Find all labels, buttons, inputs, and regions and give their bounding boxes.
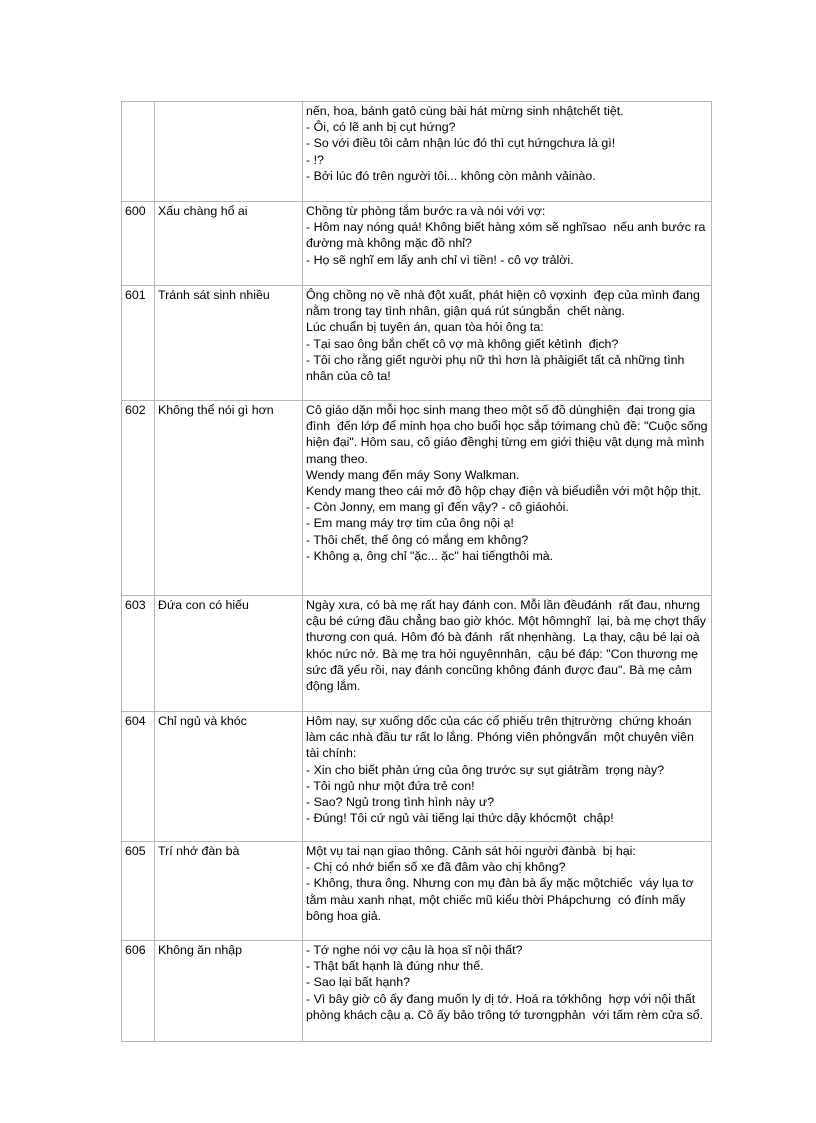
joke-line: Chồng từ phòng tắm bước ra và nói với vợ: xyxy=(306,204,546,218)
table-row xyxy=(122,712,712,842)
table-row xyxy=(122,596,712,712)
joke-body xyxy=(303,596,712,712)
joke-line: Kendy mang theo cái mở đồ hộp chạy điện và biểudiễn với một hộp thịt. xyxy=(306,484,702,499)
joke-body xyxy=(303,202,712,286)
table-row xyxy=(122,102,712,202)
joke-line: Ngày xưa, có bà mẹ rất hay đánh con. Mỗi lần đềuđánh rất đau, nhưng cậu bé cứng đầu chẳng bao giờ khóc. Một hômnghĩ lại, bà mẹ chợt thấy thương con quá. Hôm đó bà đánh rất nhẹnhàng. Lạ thay, cậu bé lại oà khóc nức nở. Bà mẹ tra hỏi nguyênnhân, cậu bé đáp: "Con thương mẹ sức đã yếu rồi, nay đánh concũng không đánh được đau". Bà mẹ cảm động lắm. xyxy=(306,598,710,694)
joke-line: Ông chồng nọ về nhà đột xuất, phát hiện cô vợxinh đẹp của mình đang nằm trong tay tình nhân, giận quá rút súngbắn chết nàng. xyxy=(306,288,704,319)
table-row xyxy=(122,202,712,286)
joke-line: Hôm nay, sự xuống dốc của các cổ phiếu trên thịtrường chứng khoán làm các nhà đầu tư rất lo lắng. Phóng viên phỏngvấn một chuyên viên tài chính: xyxy=(306,714,701,761)
joke-number: 606 xyxy=(122,941,155,1042)
joke-number: 603 xyxy=(122,596,155,712)
joke-line: - Bởi lúc đó trên người tôi... không còn mảnh vảinào. xyxy=(306,168,596,183)
joke-line: - Chị có nhớ biển số xe đã đâm vào chị không? xyxy=(306,860,566,875)
table-row xyxy=(122,941,712,1042)
joke-line: - Hôm nay nóng quá! Không biết hàng xóm sẽ nghĩsao nếu anh bước ra đường mà không mặc đồ nhỉ? xyxy=(306,220,709,251)
joke-line: Wendy mang đến máy Sony Walkman. xyxy=(306,467,520,482)
joke-line: - Thật bất hạnh là đúng như thế. xyxy=(306,959,484,974)
joke-number: 605 xyxy=(122,842,155,941)
joke-line: - Tôi cho rằng giết người phụ nữ thì hơn là phảigiết tất cả những tình nhân của cô ta! xyxy=(306,352,688,384)
joke-line: - So với điều tôi cảm nhận lúc đó thì cụt hứngchưa là gì! xyxy=(306,136,616,151)
table-row xyxy=(122,401,712,596)
joke-line: - Không, thưa ông. Nhưng con mụ đàn bà ấy mặc mộtchiếc váy lụa tơ tằm màu xanh nhạt, một chiếc mũ kiểu thời Phápchưng có đính mấy bông hoa giả. xyxy=(306,876,698,923)
joke-line: - Họ sẽ nghĩ em lấy anh chỉ vì tiền! - cô vợ trảlời. xyxy=(306,252,574,267)
joke-line: - !? xyxy=(306,152,324,167)
joke-title: Không thể nói gì hơn xyxy=(155,401,303,596)
joke-title: Chỉ ngủ và khóc xyxy=(155,712,303,842)
joke-body xyxy=(303,941,712,1042)
joke-title xyxy=(155,102,303,202)
table-row xyxy=(122,286,712,401)
jokes-table-body xyxy=(122,102,712,1042)
joke-number: 601 xyxy=(122,286,155,401)
joke-title: Xấu chàng hổ ai xyxy=(155,202,303,286)
joke-line: - Em mang máy trợ tim của ông nội ạ! xyxy=(306,516,514,531)
joke-line: Lúc chuẩn bị tuyên án, quan tòa hỏi ông ta: xyxy=(306,320,544,335)
joke-line: - Tớ nghe nói vợ cậu là họa sĩ nội thất? xyxy=(306,943,523,957)
joke-line: - Vì bây giờ cô ấy đang muốn ly dị tớ. Hoá ra tớkhông hợp với nội thất phòng khách cậu ạ. Cô ấy bảo trông tớ tươngphản với tấm rèm cửa sổ. xyxy=(306,991,704,1022)
joke-title: Trí nhớ đàn bà xyxy=(155,842,303,941)
joke-title: Tránh sát sinh nhiều xyxy=(155,286,303,401)
joke-number: 602 xyxy=(122,401,155,596)
jokes-table xyxy=(121,101,712,1042)
joke-number: 600 xyxy=(122,202,155,286)
joke-line: - Ôi, có lẽ anh bị cụt hứng? xyxy=(306,120,456,135)
joke-line: - Tôi ngủ như một đứa trẻ con! xyxy=(306,778,475,793)
joke-line: - Sao? Ngủ trong tình hình này ư? xyxy=(306,795,495,810)
table-row xyxy=(122,842,712,941)
joke-line: - Thôi chết, thế ông có mắng em không? xyxy=(306,532,529,547)
joke-line: nến, hoa, bánh gatô cùng bài hát mừng sinh nhậtchết tiệt. xyxy=(306,104,624,118)
joke-line: - Đúng! Tôi cứ ngủ vài tiếng lại thức dậy khócmột chập! xyxy=(306,811,614,826)
joke-line: Một vụ tai nạn giao thông. Cảnh sát hỏi người đànbà bị hại: xyxy=(306,844,636,858)
joke-line: - Sao lại bất hạnh? xyxy=(306,975,411,990)
joke-line: - Không ạ, ông chỉ "ặc... ặc" hai tiếngthôi mà. xyxy=(306,548,554,563)
joke-title: Không ăn nhập xyxy=(155,941,303,1042)
joke-line: Cô giáo dặn mỗi học sinh mang theo một số đồ dùnghiện đại trong gia đình đến lớp để minh họa cho buổi học sắp tớimang chủ đề: "Cuộc sống hiện đại". Hôm sau, cô giáo đềnghị từng em giới thiệu vật dụng mà mình mang theo. xyxy=(306,403,712,466)
joke-number: 604 xyxy=(122,712,155,842)
joke-number xyxy=(122,102,155,202)
joke-line: - Xin cho biết phản ứng của ông trước sự sụt giátrầm trọng này? xyxy=(306,762,665,777)
joke-body xyxy=(303,286,712,401)
joke-title: Đứa con có hiếu xyxy=(155,596,303,712)
joke-line: - Tại sao ông bắn chết cô vợ mà không giết kẻtình địch? xyxy=(306,336,619,351)
joke-line: - Còn Jonny, em mang gì đến vậy? - cô giáohỏi. xyxy=(306,500,569,515)
joke-body xyxy=(303,712,712,842)
joke-body xyxy=(303,842,712,941)
joke-body xyxy=(303,401,712,596)
joke-body xyxy=(303,102,712,202)
